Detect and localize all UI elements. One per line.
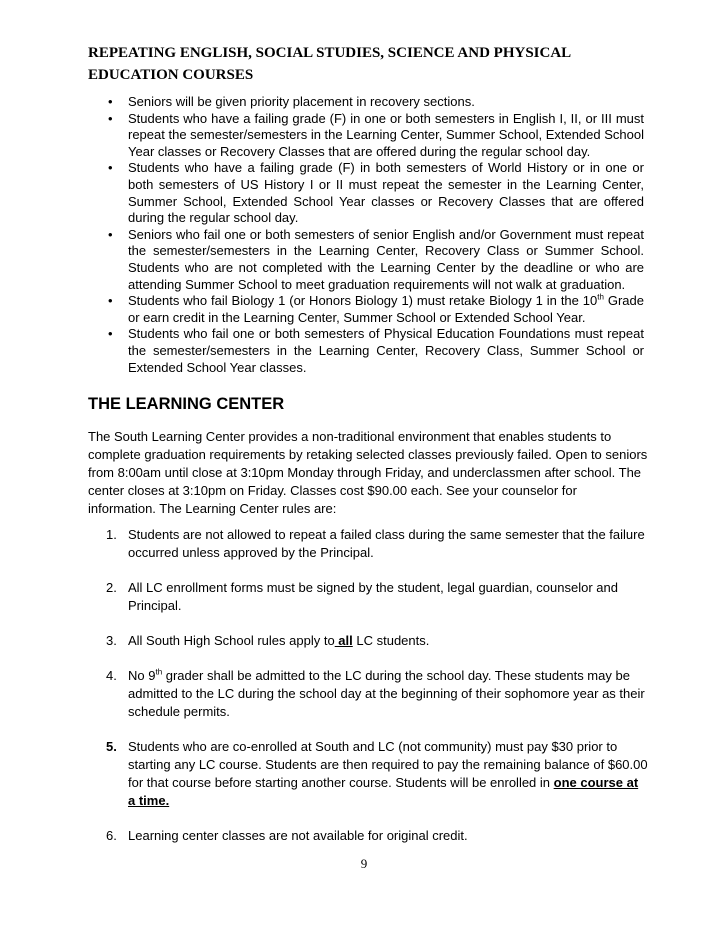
- repeating-courses-list: [88, 94, 644, 376]
- bullet-icon: •: [108, 94, 113, 109]
- rule-item: 4. No 9th grader shall be admitted to the LC during the school day. These students may be admitted to the LC during the school day at the beginning of their sophomore year as their schedule permits.: [106, 667, 645, 720]
- rule-item: 1. Students are not allowed to repeat a failed class during the same semester that the failure occurred unless approved by the Principal.: [106, 527, 645, 561]
- rule-item: 3. All South High School rules apply to all LC students.: [106, 633, 430, 649]
- rule-number: 2.: [106, 580, 117, 596]
- rule-number: 5.: [106, 739, 117, 755]
- list-item: • Students who have a failing grade (F) in one or both semesters in English I, II, or III must repeat the semester/semesters in the Learning Center, Summer School, Extended School Year classes or Recovery Classes that are offered during the regular school day.: [108, 110, 644, 159]
- document-page: [88, 42, 648, 862]
- heading-line-1: REPEATING ENGLISH, SOCIAL STUDIES, SCIENCE AND PHYSICAL: [88, 45, 572, 61]
- bullet-icon: •: [108, 226, 113, 242]
- rule-item: 2. All LC enrollment forms must be signed by the student, legal guardian, counselor and Principal.: [106, 580, 618, 614]
- page-number: 9: [360, 856, 368, 871]
- bullet-icon: •: [108, 160, 113, 176]
- bullet-icon: •: [108, 110, 113, 126]
- list-item: • Seniors who fail one or both semesters of senior English and/or Government must repeat the semester/semesters in the Learning Center, Recovery Class or Summer School. Students who are not completed with the Learning Center by the deadline or who are attending Summer School to meet graduation requirements will not walk at graduation.: [108, 226, 644, 292]
- rule-item: 5. Students who are co-enrolled at South and LC (not community) must pay $30 prior to starting any LC course. Students are then required to pay the remaining balance of $60.00 for that course before starting another course. Students will be enrolled in one course at a time.: [106, 739, 648, 809]
- section-heading-learning-center: THE LEARNING CENTER: [88, 395, 285, 414]
- emphasis-text: one course at a time.: [128, 775, 639, 809]
- learning-center-intro: The South Learning Center provides a non-traditional environment that enables students to complete graduation requirements by retaking selected classes previously failed. Open to seniors from 8:00am until close at 3:10pm Monday through Friday, and underclassmen after school. The center closes at 3:10pm on Friday. Classes cost $90.00 each. See your counselor for information. The Learning Center rules are:: [88, 429, 648, 517]
- list-item: • Seniors will be given priority placement in recovery sections.: [108, 94, 475, 109]
- emphasis-text: all: [334, 633, 353, 649]
- bullet-icon: •: [108, 293, 113, 309]
- list-item: • Students who fail Biology 1 (or Honors Biology 1) must retake Biology 1 in the 10th Grade or earn credit in the Learning Center, Summer School or Extended School Year.: [108, 292, 644, 325]
- rule-number: 4.: [106, 668, 117, 684]
- list-item: • Students who fail one or both semesters of Physical Education Foundations must repeat the semester/semesters in the Learning Center, Recovery Class, Summer School or Extended School Year classes.: [108, 326, 644, 375]
- bullet-icon: •: [108, 326, 113, 342]
- heading-line-2: EDUCATION COURSES: [88, 67, 254, 83]
- rule-number: 6.: [106, 828, 117, 844]
- section-heading-repeating-courses: [88, 42, 644, 86]
- rule-number: 3.: [106, 633, 117, 649]
- learning-center-rules-list: [88, 526, 648, 845]
- rule-number: 1.: [106, 527, 117, 543]
- rule-item: 6. Learning center classes are not available for original credit.: [106, 828, 468, 844]
- list-item: • Students who have a failing grade (F) in both semesters of World History or in one or both semesters of US History I or II must repeat the semester in the Learning Center, Summer School, Extended School Year classes or Recovery Classes that are offered during the regular school day.: [108, 160, 644, 226]
